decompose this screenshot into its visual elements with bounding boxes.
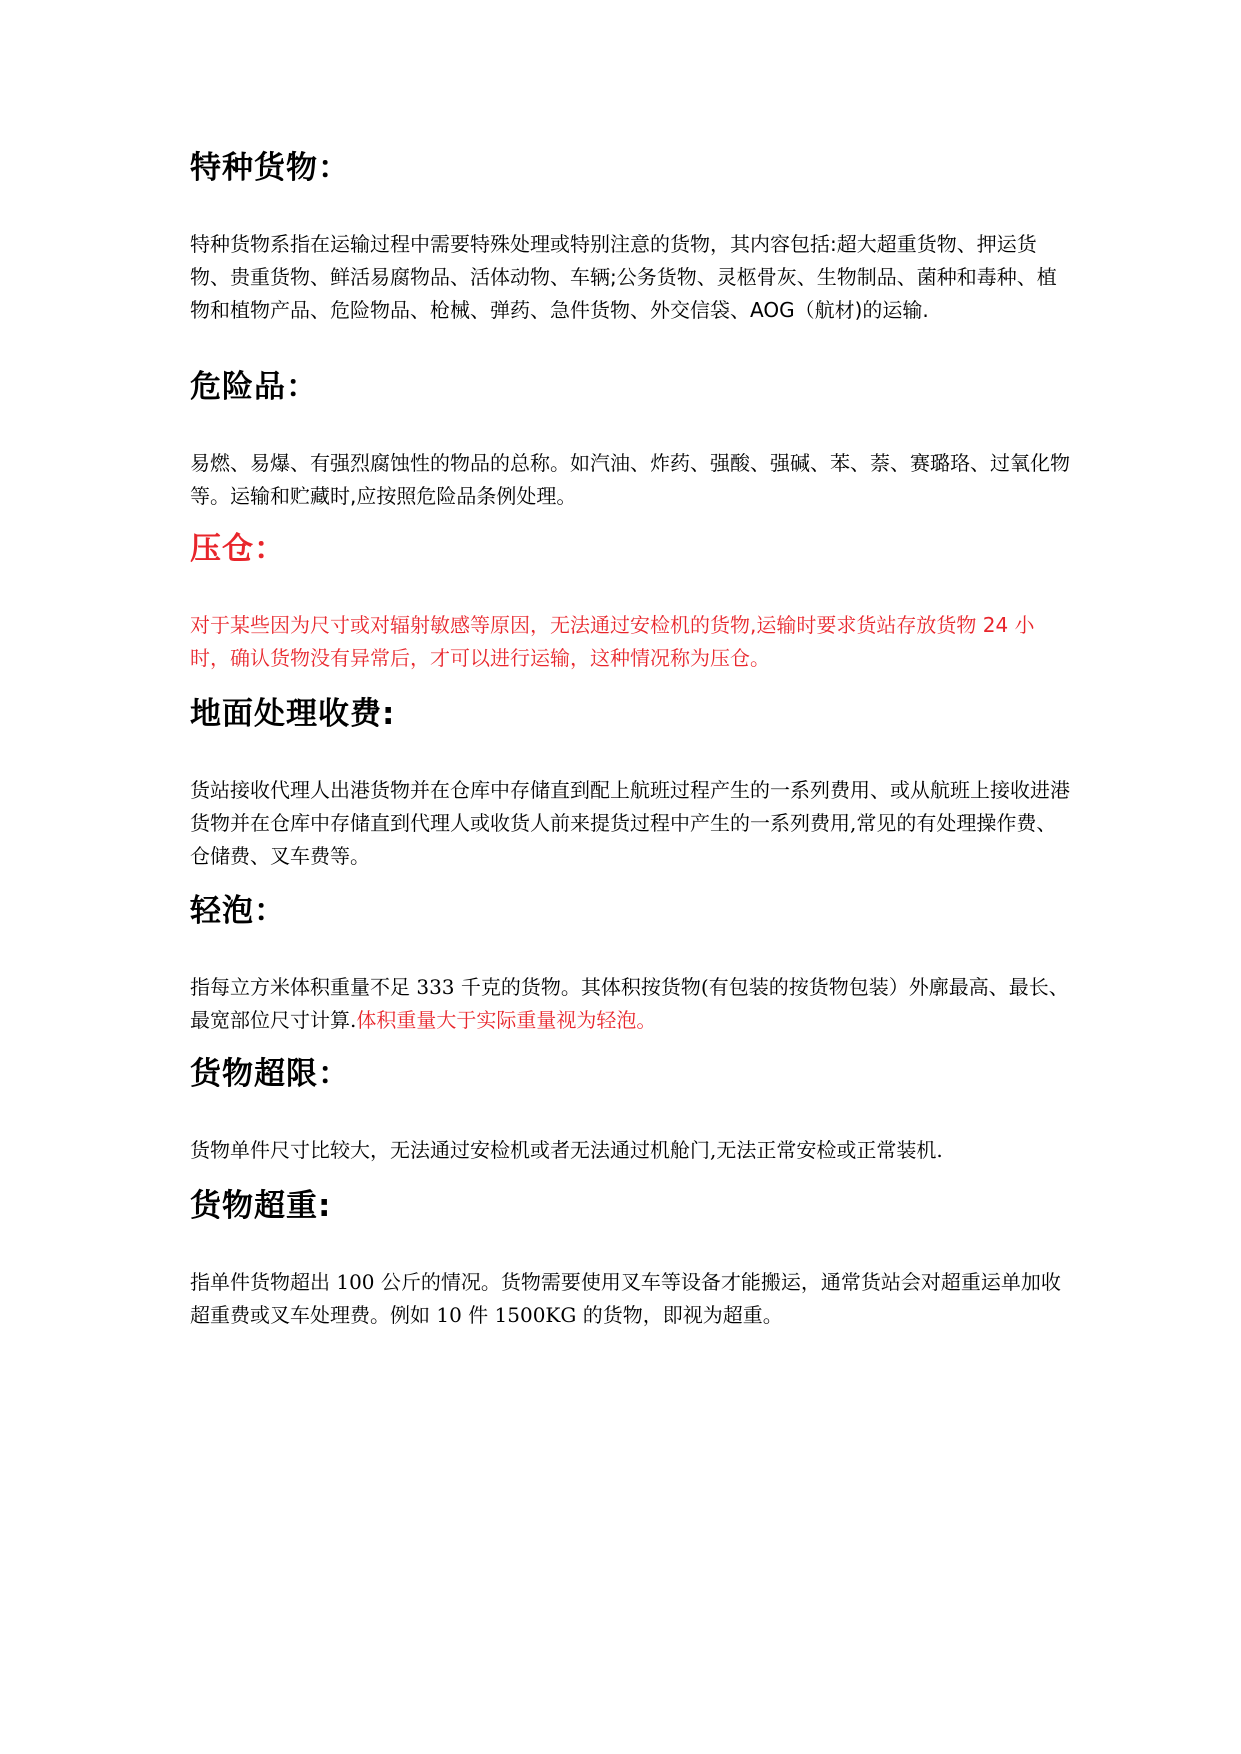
section-heading: 压仓： xyxy=(190,531,286,567)
section-heading: 特种货物： xyxy=(190,150,350,186)
paragraph-text: 指每立方米体积重量不足 333 千克的货物。其体积按货物(有包装的按货物包装）外廓最高、最长、最宽部位尺寸计算. xyxy=(190,975,1069,1032)
section-heading: 地面处理收费: xyxy=(190,696,396,732)
section-heading: 货物超限： xyxy=(190,1056,350,1092)
paragraph-highlight: 体积重量大于实际重量视为轻泡。 xyxy=(356,1008,657,1032)
section-paragraph: 货物单件尺寸比较大，无法通过安检机或者无法通过机舱门,无法正常安检或正常装机. xyxy=(190,1138,943,1162)
section-hold-storage xyxy=(190,527,1070,675)
section-ground-handling-fees xyxy=(190,692,1070,873)
section-paragraph: 货站接收代理人出港货物并在仓库中存储直到配上航班过程产生的一系列费用、或从航班上接收进港货物并在仓库中存储直到代理人或收货人前来提货过程中产生的一系列费用,常见的有处理操作费、仓储费、叉车费等。 xyxy=(190,778,1070,868)
section-paragraph xyxy=(190,971,1070,1037)
section-light-cargo xyxy=(190,889,1070,1037)
section-overweight xyxy=(190,1184,1070,1332)
section-dangerous-goods xyxy=(190,365,1070,513)
section-heading: 危险品： xyxy=(190,369,318,405)
section-over-dimension xyxy=(190,1052,1070,1167)
section-paragraph: 对于某些因为尺寸或对辐射敏感等原因，无法通过安检机的货物,运输时要求货站存放货物 24 小时，确认货物没有异常后，才可以进行运输，这种情况称为压仓。 xyxy=(190,613,1035,670)
section-heading: 货物超重: xyxy=(190,1188,332,1224)
section-heading: 轻泡： xyxy=(190,893,286,929)
section-paragraph: 易燃、易爆、有强烈腐蚀性的物品的总称。如汽油、炸药、强酸、强碱、苯、萘、赛璐珞、过氧化物等。运输和贮藏时,应按照危险品条例处理。 xyxy=(190,451,1070,508)
section-special-cargo xyxy=(190,146,1070,327)
section-paragraph: 特种货物系指在运输过程中需要特殊处理或特别注意的货物，其内容包括:超大超重货物、押运货物、贵重货物、鲜活易腐物品、活体动物、车辆;公务货物、灵柩骨灰、生物制品、菌种和毒种、植物和植物产品、危险物品、枪械、弹药、急件货物、外交信袋、AOG（航材)的运输. xyxy=(190,232,1057,322)
section-paragraph: 指单件货物超出 100 公斤的情况。货物需要使用叉车等设备才能搬运，通常货站会对超重运单加收超重费或叉车处理费。例如 10 件 1500KG 的货物，即视为超重。 xyxy=(190,1270,1061,1327)
